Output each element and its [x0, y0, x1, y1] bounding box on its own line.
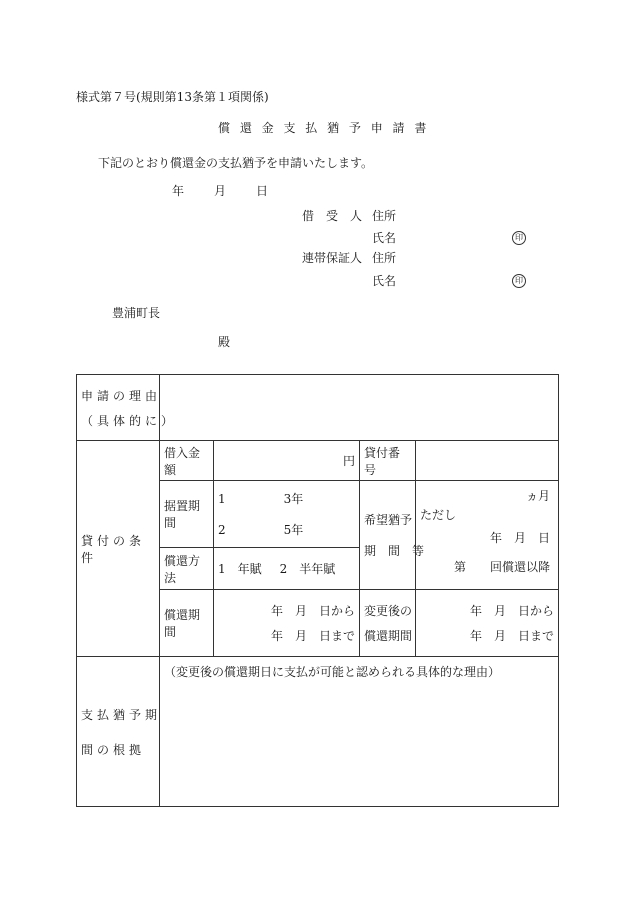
mayor-addressee: 豊浦町長 [112, 306, 161, 320]
loan-amount-field[interactable] [214, 441, 360, 481]
loan-amount-row [77, 441, 559, 481]
borrower-label: 借 受 人 [302, 209, 363, 223]
loan-number-label: 貸付番号 [360, 441, 416, 481]
guarantor-name-label: 氏名 [372, 274, 397, 288]
grace-period-options[interactable]: 1 3年 2 5年 [214, 481, 360, 548]
loan-number-field[interactable] [416, 441, 559, 481]
guarantor-address-label: 住所 [372, 251, 397, 265]
reason-field[interactable] [160, 375, 559, 441]
desired-period-label: 希望猶予 期 間 等 [360, 481, 416, 590]
borrower-name-label: 氏名 [372, 231, 397, 245]
repay-period-label: 償還期間 [160, 590, 214, 657]
repay-method-label: 償還方法 [160, 548, 214, 590]
basis-label: 支払猶予期 間の根拠 [77, 657, 160, 807]
basis-row [77, 657, 559, 807]
honorific: 殿 [218, 335, 231, 349]
reason-label: 申請の理由 （具体的に） [77, 375, 160, 441]
reason-row [77, 375, 559, 441]
borrower-address-label: 住所 [372, 209, 397, 223]
loan-terms-label: 貸付の条件 [77, 441, 160, 657]
intro-text: 下記のとおり償還金の支払猶予を申請いたします。 [98, 156, 374, 170]
changed-period-field[interactable]: 年 月 日から 年 月 日まで [416, 590, 559, 657]
guarantor-label: 連帯保証人 [302, 251, 363, 265]
document-title: 償 還 金 支 払 猶 予 申 請 書 [218, 121, 430, 135]
form-number: 様式第７号(規則第13条第１項関係) [76, 90, 269, 104]
changed-period-label: 変更後の 償還期間 [360, 590, 416, 657]
grace-period-label: 据置期間 [160, 481, 214, 548]
yen-unit: 円 [342, 454, 355, 468]
repay-method-options[interactable]: 1 年賦 2 半年賦 [214, 548, 360, 590]
borrower-seal-icon: 印 [512, 229, 526, 245]
repay-period-field[interactable]: 年 月 日から 年 月 日まで [214, 590, 360, 657]
guarantor-seal-icon: 印 [512, 272, 526, 288]
application-table [76, 374, 559, 807]
date-line: 年 月 日 [172, 184, 271, 198]
desired-period-field[interactable]: ヵ月 ただし 年 月 日 第 回償還以降 [416, 481, 559, 590]
basis-field[interactable] [160, 657, 559, 807]
loan-amount-label: 借入金額 [160, 441, 214, 481]
basis-note: （変更後の償還期日に支払が可能と認められる具体的な理由） [164, 665, 501, 679]
